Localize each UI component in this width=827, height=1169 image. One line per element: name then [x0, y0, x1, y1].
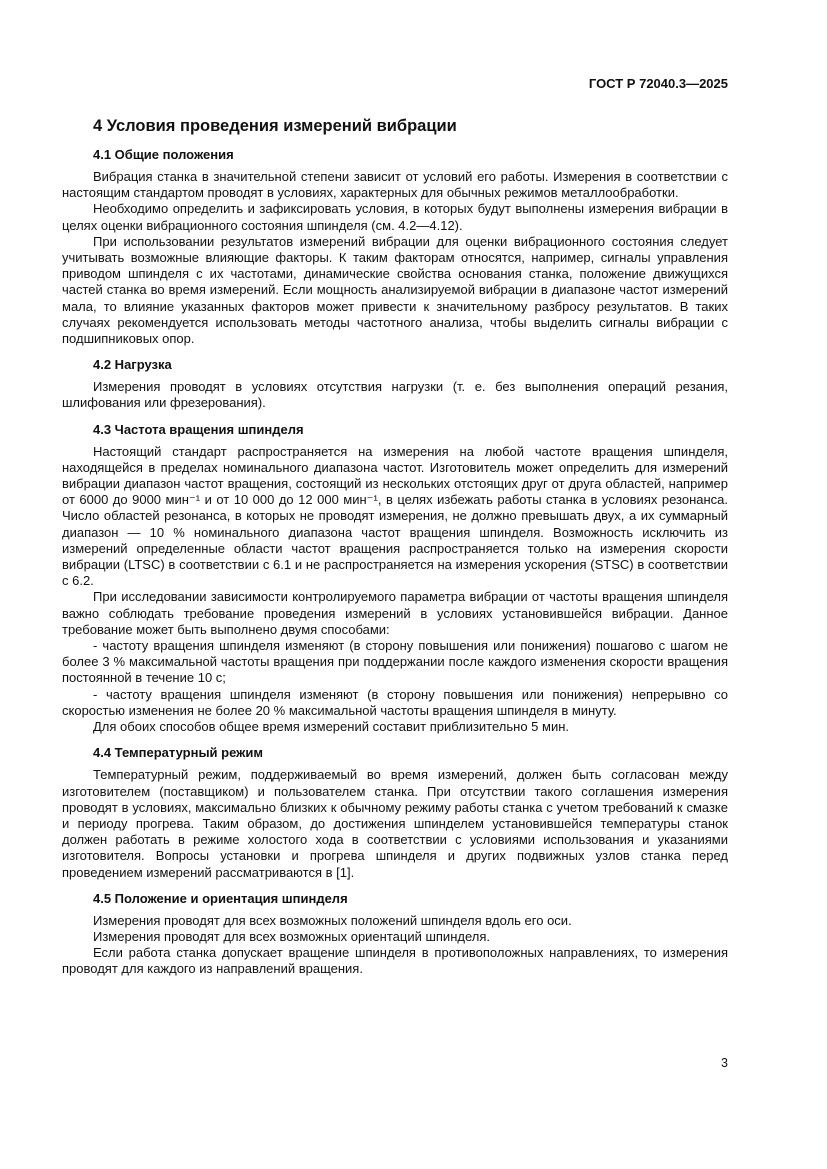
paragraph: При использовании результатов измерений вибрации для оценки вибрационного состояния следует учитывать возможные влияющие факторы. К таким факторам относятся, например, сигналы управления приводом шпинделя с их частотами, динамические свойства основания станка, положение движущихся частей станка во время измерений. Если мощность анализируемой вибрации в диапазоне частот измерений мала, то влияние указанных факторов может привести к значительному разбросу результатов. В таких случаях рекомендуется использовать методы частотного анализа, чтобы выделить сигналы вибрации с подшипниковых опор.: [62, 233, 728, 347]
section-4-4: [62, 744, 728, 880]
list-item: - частоту вращения шпинделя изменяют (в сторону повышения или понижения) пошагово с шагом не более 3 % максимальной частоты вращения при поддержании после каждого изменения скорости вращения постоянной в течение 10 с;: [62, 638, 728, 686]
section-4-5: [62, 890, 728, 978]
paragraph: Измерения проводят для всех возможных положений шпинделя вдоль его оси.: [93, 912, 572, 928]
paragraph: Температурный режим, поддерживаемый во время измерений, должен быть согласован между изготовителем (поставщиком) и пользователем станка. При отсутствии такого соглашения измерения проводят в условиях, максимально близких к обычному режиму работы станка с учетом требований к смазке и периоду прогрева. Таким образом, до достижения шпинделем установившейся температуры станок должен работать в режиме холостого хода в соответствии с условиями использования и указаниями изготовителя. Вопросы установки и прогрева шпинделя и других подвижных узлов станка перед проведением измерений рассматриваются в [1].: [62, 767, 728, 880]
section-title: 4.5 Положение и ориентация шпинделя: [93, 890, 348, 906]
chapter-title: 4 Условия проведения измерений вибрации: [93, 117, 457, 135]
document-body: [62, 116, 728, 987]
page-number: 3: [721, 1056, 728, 1070]
paragraph: При исследовании зависимости контролируемого параметра вибрации от частоты вращения шпинделя важно соблюдать требование проведения измерений в условиях установившейся вибрации. Данное требование может быть выполнено двумя способами:: [62, 589, 728, 637]
paragraph: Если работа станка допускает вращение шпинделя в противоположных направлениях, то измерения проводят для каждого из направлений вращения.: [62, 945, 728, 977]
section-title: 4.4 Температурный режим: [93, 745, 263, 761]
document-header: ГОСТ Р 72040.3—2025: [588, 76, 728, 91]
paragraph: Для обоих способов общее время измерений составит приблизительно 5 мин.: [93, 719, 570, 735]
paragraph: Измерения проводят для всех возможных ориентаций шпинделя.: [93, 928, 490, 944]
section-4-2: [62, 356, 728, 411]
section-4-1: [62, 146, 728, 347]
section-title: 4.1 Общие положения: [93, 147, 234, 162]
paragraph: Вибрация станка в значительной степени зависит от условий его работы. Измерения в соответствии с настоящим стандартом проводят в условиях, характерных для обычных режимов металлообработки.: [62, 169, 728, 201]
paragraph: Измерения проводят в условиях отсутствия нагрузки (т. е. без выполнения операций резания, шлифования или фрезерования).: [62, 379, 728, 411]
section-title: 4.2 Нагрузка: [93, 357, 172, 373]
paragraph: Настоящий стандарт распространяется на измерения на любой частоте вращения шпинделя, находящейся в пределах номинального диапазона частот. Изготовитель может определить для измерений вибрации диапазон частот вращения, состоящий из нескольких отстоящих друг от друга областей, например от 6000 до 9000 мин⁻¹ и от 10 000 до 12 000 мин⁻¹, в целях избежать работы станка в условиях резонанса. Число областей резонанса, в которых не проводят измерения, не должно превышать двух, а их суммарный диапазон — 10 % номинального диапазона частот вращения шпинделя. Возможность исключить из измерений определенные области частот вращения распространяется только на измерения скорости вибрации (LTSC) в соответствии с 6.1 и не распространяется на измерения ускорения (STSC) в соответствии с 6.2.: [62, 443, 728, 589]
section-4-3: [62, 421, 728, 736]
paragraph: Необходимо определить и зафиксировать условия, в которых будут выполнены измерения вибрации в целях оценки вибрационного состояния шпинделя (см. 4.2—4.12).: [62, 201, 728, 233]
section-title: 4.3 Частота вращения шпинделя: [93, 421, 304, 437]
list-item: - частоту вращения шпинделя изменяют (в сторону повышения или понижения) непрерывно со скоростью изменения не более 20 % максимальной частоты вращения шпинделя в минуту.: [62, 686, 728, 718]
